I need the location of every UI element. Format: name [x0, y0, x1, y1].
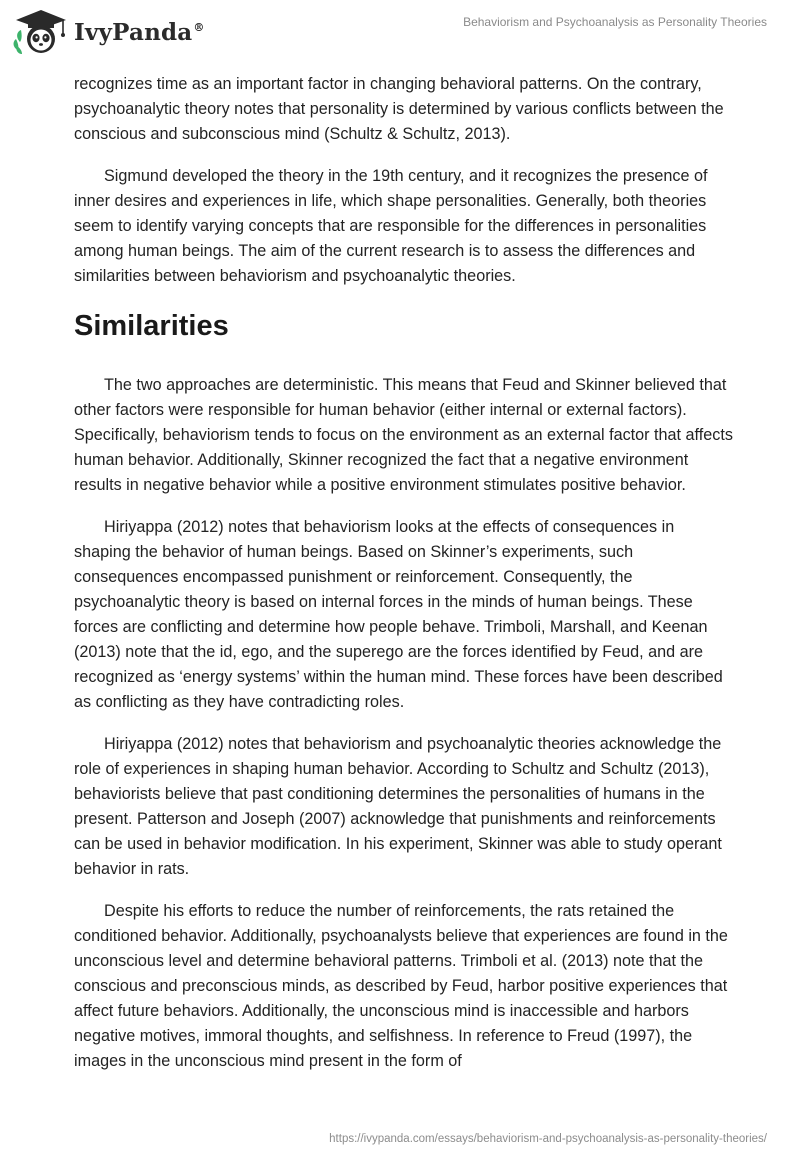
brand-logo[interactable]	[12, 8, 205, 56]
paragraph-similarities-1: The two approaches are deterministic. This means that Feud and Skinner believed that other factors were responsible for human behavior (either internal or external factors). Specifically, behaviorism tends to focus on the environment as an external factor that affects human behavior. Additionally, Skinner recognized the fact that a negative environment results in negative behavior while a positive environment stimulates positive behavior.	[74, 376, 733, 494]
registered-mark: ®	[193, 20, 205, 34]
paragraph-similarities-4: Despite his efforts to reduce the number of reinforcements, the rats retained the conditioned behavior. Additionally, psychoanalysts believe that experiences are found in the unconscious level and determine behavioral patterns. Trimboli et al. (2013) note that the conscious and preconscious minds, as described by Feud, harbor positive experiences that affect future behaviors. Additionally, the unconscious mind is inaccessible and harbors negative motives, immoral thoughts, and selfishness. In reference to Freud (1997), the images in the unconscious mind present in the form of	[74, 902, 728, 1070]
paragraph-intro: Sigmund developed the theory in the 19th century, and it recognizes the presence of inner desires and experiences in life, which shape personalities. Generally, both theories seem to identify varying concepts that are responsible for the differences in personalities among human beings. The aim of the current research is to assess the differences and similarities between behaviorism and psychoanalytic theories.	[74, 167, 708, 285]
running-title: Behaviorism and Psychoanalysis as Personality Theories	[463, 15, 767, 29]
page-header	[0, 0, 800, 62]
section-heading-similarities: Similarities	[74, 310, 229, 342]
brand-name: IvyPanda®	[74, 18, 205, 46]
source-url[interactable]: https://ivypanda.com/essays/behaviorism-and-psychoanalysis-as-personality-theories/	[329, 1133, 767, 1145]
panda-graduate-icon	[12, 8, 70, 56]
paragraph-similarities-3: Hiriyappa (2012) notes that behaviorism and psychoanalytic theories acknowledge the role of experiences in shaping human behavior. According to Schultz and Schultz (2013), behaviorists believe that past conditioning determines the personalities of humans in the present. Patterson and Joseph (2007) acknowledge that punishments and reinforcements can be used in behavior modification. In his experiment, Skinner was able to study operant behavior in rats.	[74, 735, 722, 878]
paragraph-similarities-2: Hiriyappa (2012) notes that behaviorism looks at the effects of consequences in shaping the behavior of human beings. Based on Skinner’s experiments, such consequences encompassed punishment or reinforcement. Consequently, the psychoanalytic theory is based on internal forces in the minds of human beings. These forces are conflicting and determine how people behave. Trimboli, Marshall, and Keenan (2013) note that the id, ego, and the superego are the forces identified by Feud, and are recognized as ‘energy systems’ within the human mind. These forces have been described as conflicting as they have contradicting roles.	[74, 518, 723, 711]
essay-body	[74, 72, 734, 1091]
paragraph-intro-continued: recognizes time as an important factor in changing behavioral patterns. On the contrary, psychoanalytic theory notes that personality is determined by various conflicts between the conscious and subconscious mind (Schultz & Schultz, 2013).	[74, 75, 724, 143]
